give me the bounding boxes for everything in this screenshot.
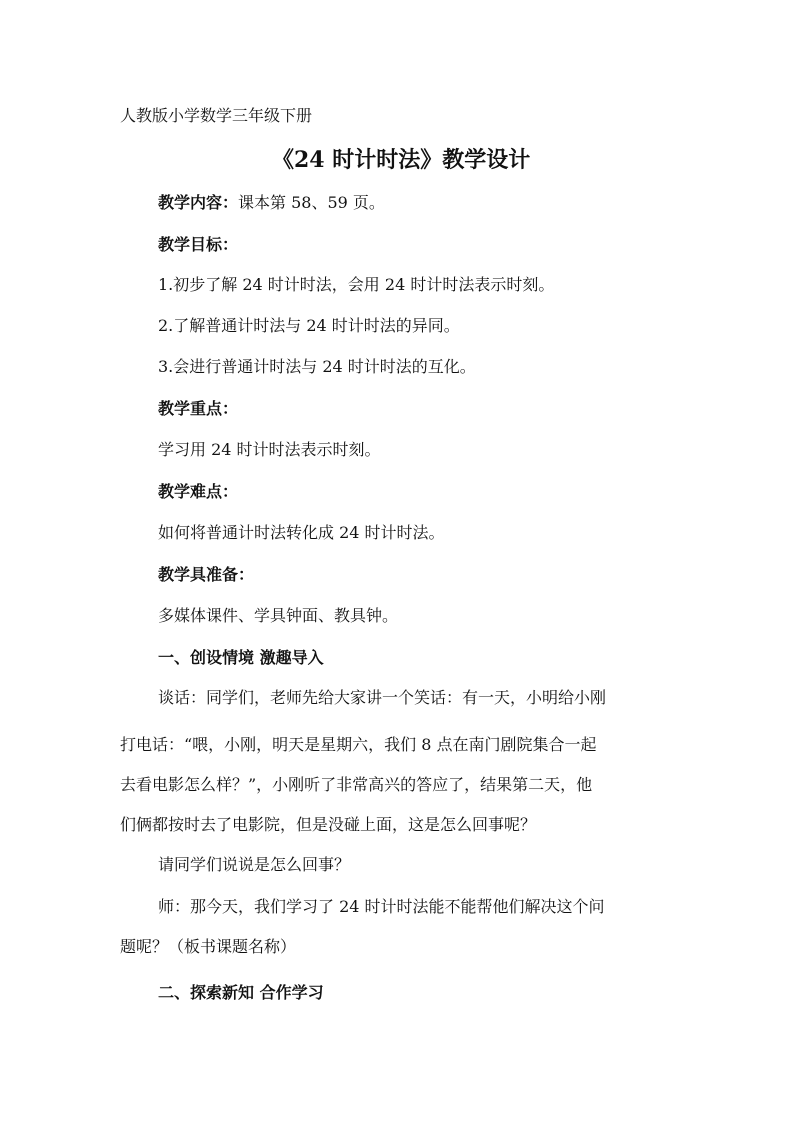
teaching-goal-item: 2.了解普通计时法与 24 时计时法的异同。 — [158, 316, 460, 335]
teaching-goal-item: 3.会进行普通计时法与 24 时计时法的互化。 — [158, 357, 476, 376]
paragraph-line: 题呢？（板书课题名称） — [120, 937, 297, 956]
teaching-content — [158, 193, 385, 213]
teaching-goal-item: 1.初步了解 24 时计时法，会用 24 时计时法表示时刻。 — [158, 275, 555, 294]
teaching-content-text: 课本第 58、59 页。 — [238, 193, 385, 212]
section-one-heading: 一、创设情境 激趣导入 — [158, 648, 324, 667]
difficulty-text: 如何将普通计时法转化成 24 时计时法。 — [158, 523, 445, 542]
key-point-text: 学习用 24 时计时法表示时刻。 — [158, 440, 381, 459]
paragraph-line: 请同学们说说是怎么回事？ — [158, 855, 351, 874]
section-two-heading: 二、探索新知 合作学习 — [158, 983, 324, 1002]
edition-label: 人教版小学数学三年级下册 — [120, 106, 313, 125]
tools-text: 多媒体课件、学具钟面、教具钟。 — [158, 606, 399, 625]
tools-heading: 教学具准备： — [158, 565, 255, 584]
document-title: 《24 时计时法》教学设计 — [272, 147, 531, 173]
teaching-content-label: 教学内容： — [158, 193, 239, 212]
paragraph-line: 打电话：“喂，小刚，明天是星期六，我们 8 点在南门剧院集合一起 — [120, 735, 597, 754]
paragraph-line: 们俩都按时去了电影院，但是没碰上面，这是怎么回事呢？ — [120, 815, 537, 834]
difficulty-heading: 教学难点： — [158, 482, 239, 501]
teaching-goals-heading: 教学目标： — [158, 235, 239, 254]
paragraph-line: 去看电影怎么样？”，小刚听了非常高兴的答应了，结果第二天，他 — [120, 775, 593, 794]
paragraph-line: 师：那今天，我们学习了 24 时计时法能不能帮他们解决这个问 — [158, 897, 605, 916]
paragraph-line: 谈话：同学们，老师先给大家讲一个笑话：有一天，小明给小刚 — [158, 688, 607, 707]
key-point-heading: 教学重点： — [158, 399, 239, 418]
